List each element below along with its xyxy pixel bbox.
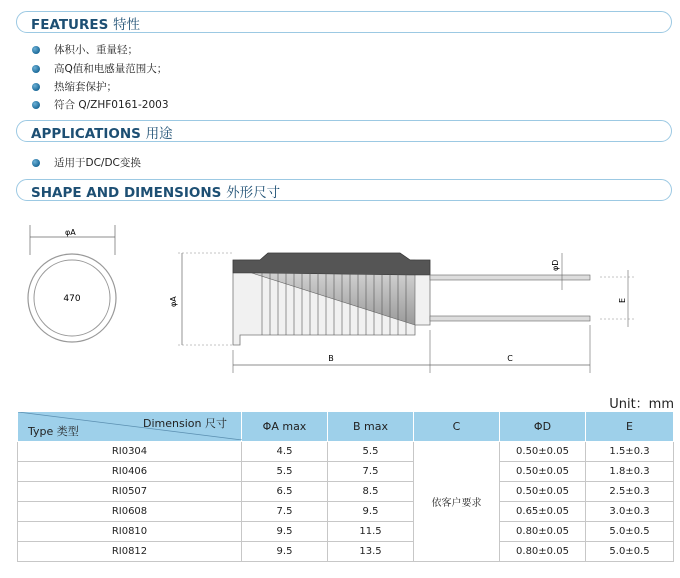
table-row	[18, 442, 674, 462]
shape-title-cn: 外形尺寸	[226, 185, 281, 201]
feature-item	[32, 79, 117, 94]
table-row	[18, 502, 674, 522]
inductance-marking: 470	[63, 294, 81, 304]
dim-A-label: φA	[169, 296, 178, 307]
feature-text: 热缩套保护；	[54, 81, 117, 93]
cell-type: RI0406	[18, 462, 242, 482]
shape-header	[16, 179, 672, 201]
feature-text: 符合 Q/ZHF0161-2003	[54, 99, 169, 111]
applications-header	[16, 120, 672, 142]
shape-title	[31, 181, 280, 201]
bullet-icon	[32, 46, 40, 54]
shape-title-en: SHAPE AND DIMENSIONS	[31, 185, 222, 201]
cell-a: 4.5	[242, 442, 328, 462]
cell-b: 5.5	[328, 442, 414, 462]
table-row	[18, 542, 674, 562]
cell-type: RI0608	[18, 502, 242, 522]
dimension-label: Dimension 尺寸	[143, 417, 227, 430]
bullet-icon	[32, 83, 40, 91]
cell-d: 0.50±0.05	[500, 442, 586, 462]
spec-table	[17, 411, 674, 562]
col-header-d: ΦD	[500, 412, 586, 442]
bullet-icon	[32, 159, 40, 167]
table-row	[18, 462, 674, 482]
col-header-a: ΦA max	[242, 412, 328, 442]
cell-b: 9.5	[328, 502, 414, 522]
table-row	[18, 482, 674, 502]
type-label: Type 类型	[28, 425, 79, 438]
cell-d: 0.50±0.05	[500, 462, 586, 482]
front-view	[28, 225, 116, 342]
application-item	[32, 155, 141, 170]
dim-D-label: φD	[551, 259, 560, 271]
cell-b: 11.5	[328, 522, 414, 542]
cell-a: 9.5	[242, 522, 328, 542]
table-header-row	[18, 412, 674, 442]
col-header-e: E	[586, 412, 674, 442]
type-dimension-header	[18, 412, 242, 442]
col-header-c: C	[414, 412, 500, 442]
features-header	[16, 11, 672, 33]
feature-item	[32, 61, 167, 76]
cell-a: 5.5	[242, 462, 328, 482]
col-header-b: B max	[328, 412, 414, 442]
dimension-drawing	[0, 215, 680, 385]
side-view	[169, 253, 636, 373]
cell-a: 9.5	[242, 542, 328, 562]
cell-b: 8.5	[328, 482, 414, 502]
phiA-label: φA	[65, 228, 76, 237]
table-row	[18, 522, 674, 542]
cell-e: 5.0±0.5	[586, 542, 674, 562]
bullet-icon	[32, 65, 40, 73]
unit-label: Unit：mm	[609, 397, 674, 412]
features-title	[31, 13, 140, 33]
feature-text: 高Q值和电感量范围大；	[54, 63, 168, 75]
cell-b: 13.5	[328, 542, 414, 562]
feature-item	[32, 97, 169, 112]
cell-e: 3.0±0.3	[586, 502, 674, 522]
applications-title-cn: 用途	[145, 126, 173, 142]
cell-type: RI0812	[18, 542, 242, 562]
cell-e: 1.8±0.3	[586, 462, 674, 482]
cell-type: RI0810	[18, 522, 242, 542]
dim-B-label: B	[328, 354, 334, 363]
cell-a: 6.5	[242, 482, 328, 502]
cell-d: 0.50±0.05	[500, 482, 586, 502]
features-title-en: FEATURES	[31, 17, 109, 33]
cell-d: 0.80±0.05	[500, 522, 586, 542]
cell-e: 5.0±0.5	[586, 522, 674, 542]
applications-title-en: APPLICATIONS	[31, 126, 141, 142]
feature-text: 体积小、重量轻；	[54, 44, 138, 56]
dim-C-label: C	[507, 354, 513, 363]
application-text: 适用于DC/DC变换	[54, 157, 141, 169]
cell-c-merged: 依客户要求	[414, 442, 500, 562]
cell-a: 7.5	[242, 502, 328, 522]
dim-E-label: E	[618, 297, 627, 303]
bullet-icon	[32, 101, 40, 109]
cell-b: 7.5	[328, 462, 414, 482]
cell-e: 2.5±0.3	[586, 482, 674, 502]
applications-title	[31, 122, 173, 142]
feature-item	[32, 42, 138, 57]
cell-type: RI0507	[18, 482, 242, 502]
cell-e: 1.5±0.3	[586, 442, 674, 462]
cell-d: 0.80±0.05	[500, 542, 586, 562]
cell-d: 0.65±0.05	[500, 502, 586, 522]
cell-type: RI0304	[18, 442, 242, 462]
features-title-cn: 特性	[113, 17, 141, 33]
